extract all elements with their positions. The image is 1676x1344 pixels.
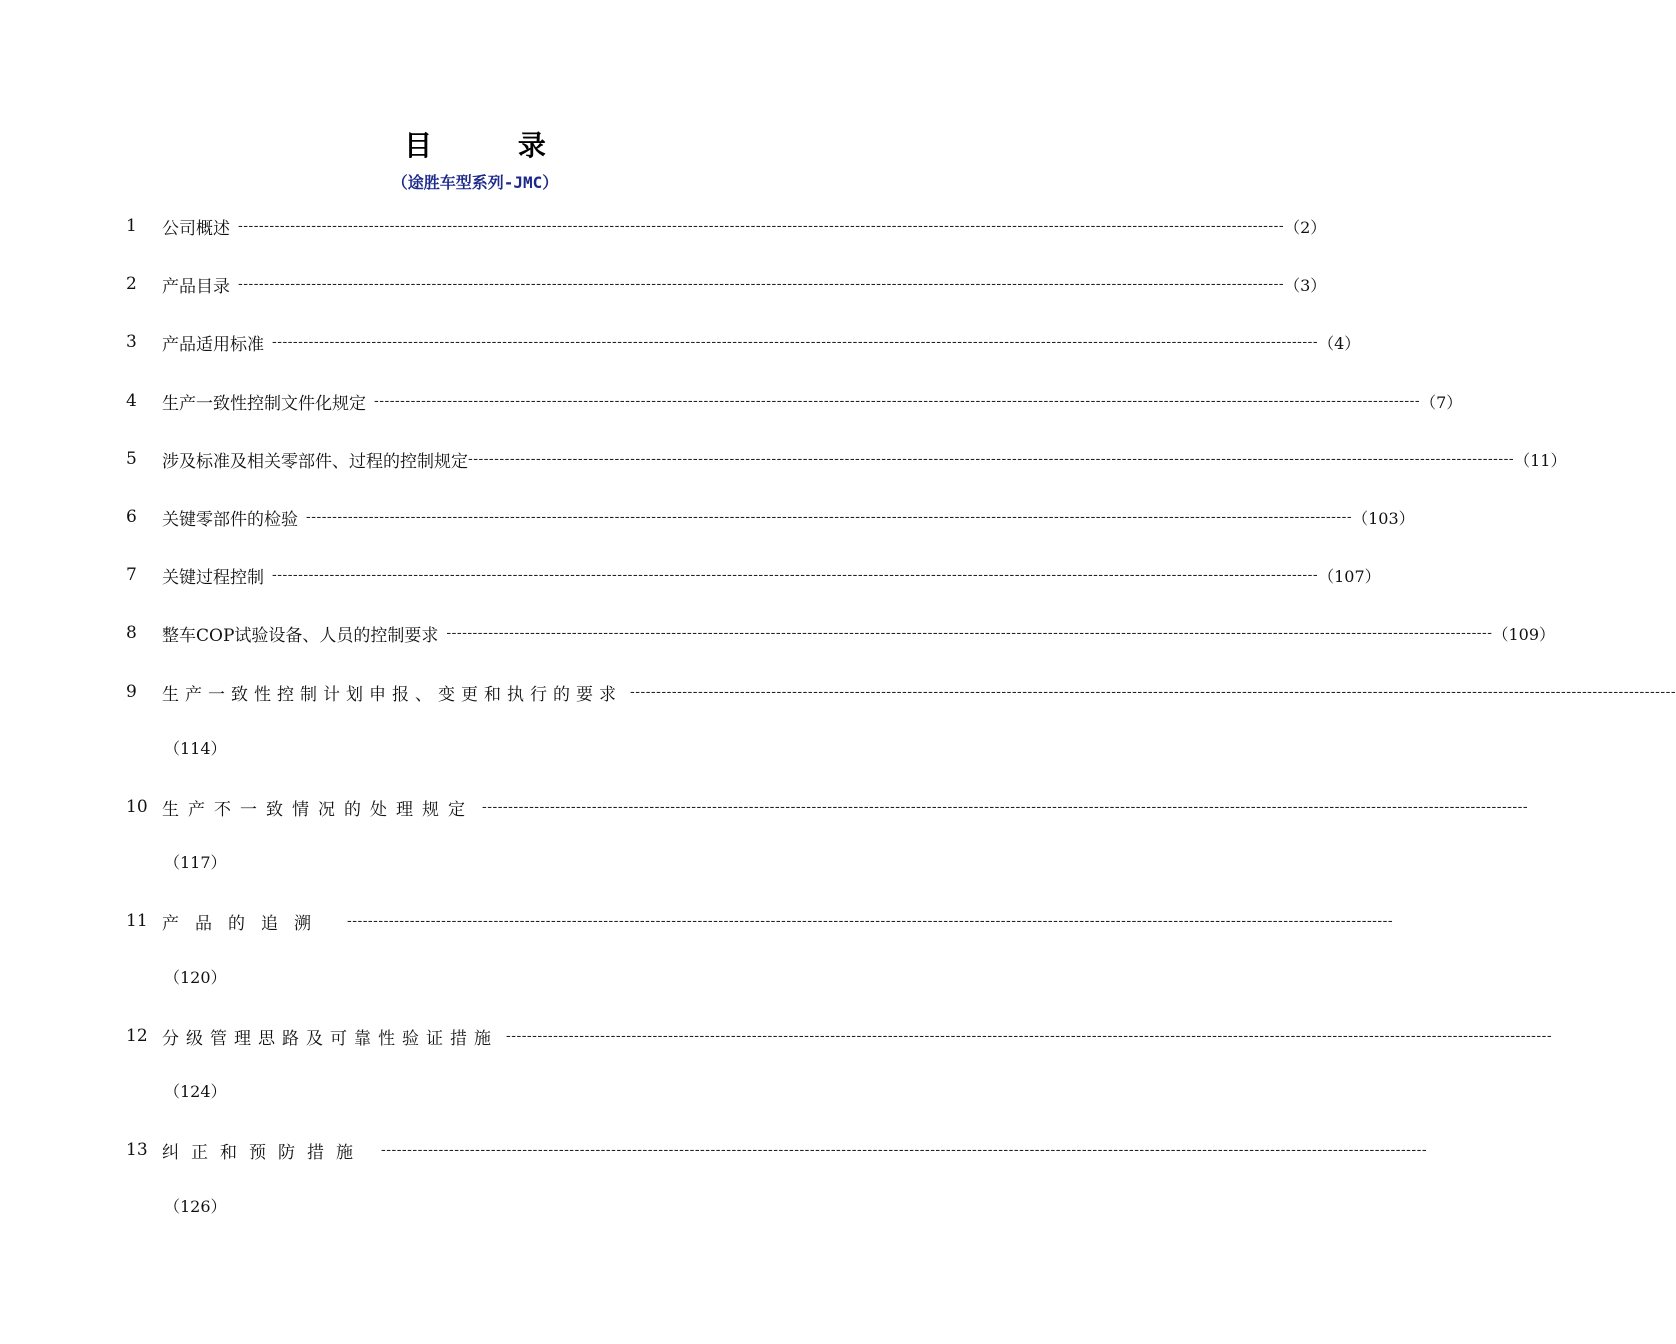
toc-entry-label: 分级管理思路及可靠性验证措施	[162, 1028, 498, 1049]
toc-entry-page: （124）	[164, 1082, 227, 1101]
toc-entry[interactable]	[126, 272, 1327, 297]
toc-leader-dots: --------------------------------------------------------------------------------------------------------------------------------------------------------------------------------------------------------	[272, 334, 1319, 350]
toc-entry-page: （107）	[1318, 566, 1381, 586]
toc-entry-label: 产品的追溯	[162, 913, 327, 934]
toc-leader-dots: --------------------------------------------------------------------------------------------------------------------------------------------------------------------------------------------------------	[374, 393, 1421, 409]
toc-entry-label: 纠正和预防措施	[162, 1142, 365, 1163]
toc-entry[interactable]	[126, 1024, 1553, 1049]
toc-leader-dots: --------------------------------------------------------------------------------------------------------------------------------------------------------------------------------------------------------	[446, 625, 1493, 641]
toc-entry-label: 关键过程控制	[162, 567, 264, 588]
toc-entry-number: 4	[126, 391, 137, 411]
toc-entry[interactable]	[126, 563, 1381, 588]
toc-leader-dots: --------------------------------------------------------------------------------------------------------------------------------------------------------------------------------------------------------	[238, 276, 1285, 292]
toc-entry-number: 9	[126, 682, 137, 702]
toc-entry-label: 产品适用标准	[162, 334, 264, 355]
toc-entry-page: （11）	[1514, 450, 1567, 470]
toc-entry[interactable]	[126, 795, 1529, 820]
toc-leader-dots: --------------------------------------------------------------------------------------------------------------------------------------------------------------------------------------------------------	[468, 451, 1515, 467]
toc-leader-dots: --------------------------------------------------------------------------------------------------------------------------------------------------------------------------------------------------------	[272, 567, 1319, 583]
toc-leader-dots: --------------------------------------------------------------------------------------------------------------------------------------------------------------------------------------------------------	[238, 218, 1285, 234]
toc-entry-label: 关键零部件的检验	[162, 509, 298, 530]
toc-entry[interactable]	[126, 680, 1676, 705]
toc-entry-number: 12	[126, 1026, 148, 1046]
toc-entry-page: （126）	[164, 1197, 227, 1216]
toc-leader-dots: --------------------------------------------------------------------------------------------------------------------------------------------------------------------------------------------------------	[506, 1028, 1553, 1044]
toc-entry-number: 10	[126, 797, 148, 817]
toc-entry-number: 6	[126, 507, 137, 527]
toc-entry-number: 1	[126, 216, 137, 236]
toc-entry-label: 涉及标准及相关零部件、过程的控制规定	[162, 451, 468, 472]
toc-entry-label: 产品目录	[162, 276, 230, 297]
toc-entry-page: （114）	[164, 739, 227, 758]
toc-entry-number: 13	[126, 1140, 148, 1160]
toc-entry-page: （120）	[164, 968, 227, 987]
toc-entry[interactable]	[126, 214, 1327, 239]
toc-entry-page: （3）	[1284, 275, 1327, 295]
toc-entry[interactable]	[126, 909, 1394, 934]
toc-entry-page: （2）	[1284, 217, 1327, 237]
toc-leader-dots: --------------------------------------------------------------------------------------------------------------------------------------------------------------------------------------------------------	[630, 684, 1676, 700]
toc-entry[interactable]	[126, 505, 1415, 530]
toc-entry[interactable]	[126, 330, 1361, 355]
toc-entry[interactable]	[126, 1138, 1428, 1163]
toc-entry-number: 7	[126, 565, 137, 585]
toc-entry-number: 2	[126, 274, 137, 294]
toc-entry-label: 生产一致性控制文件化规定	[162, 393, 366, 414]
toc-entry-number: 11	[126, 911, 148, 931]
toc-entry[interactable]	[126, 621, 1556, 646]
toc-leader-dots: --------------------------------------------------------------------------------------------------------------------------------------------------------------------------------------------------------	[306, 509, 1353, 525]
toc-entry[interactable]	[126, 447, 1567, 472]
page-subtitle: （途胜车型系列-JMC）	[391, 173, 559, 192]
toc-entry-label: 公司概述	[162, 218, 230, 239]
toc-entry-page: （109）	[1492, 624, 1556, 644]
toc-entry-number: 8	[126, 623, 137, 643]
toc-entry-label: 生产不一致情况的处理规定	[162, 799, 474, 820]
toc-entry-label: 生产一致性控制计划申报、变更和执行的要求	[162, 684, 622, 705]
toc-entry-number: 3	[126, 332, 137, 352]
toc-leader-dots: --------------------------------------------------------------------------------------------------------------------------------------------------------------------------------------------------------	[347, 913, 1394, 929]
toc-entry-page: （117）	[164, 853, 227, 872]
page-title: 目 录	[404, 129, 584, 162]
toc-leader-dots: --------------------------------------------------------------------------------------------------------------------------------------------------------------------------------------------------------	[482, 799, 1529, 815]
toc-entry-page: （7）	[1420, 392, 1463, 412]
toc-entry-label: 整车COP试验设备、人员的控制要求	[162, 625, 439, 646]
toc-entry-page: （103）	[1352, 508, 1415, 528]
toc-entry-page: （4）	[1318, 333, 1361, 353]
toc-entry-number: 5	[126, 449, 137, 469]
toc-leader-dots: --------------------------------------------------------------------------------------------------------------------------------------------------------------------------------------------------------	[381, 1142, 1428, 1158]
toc-entry[interactable]	[126, 389, 1463, 414]
